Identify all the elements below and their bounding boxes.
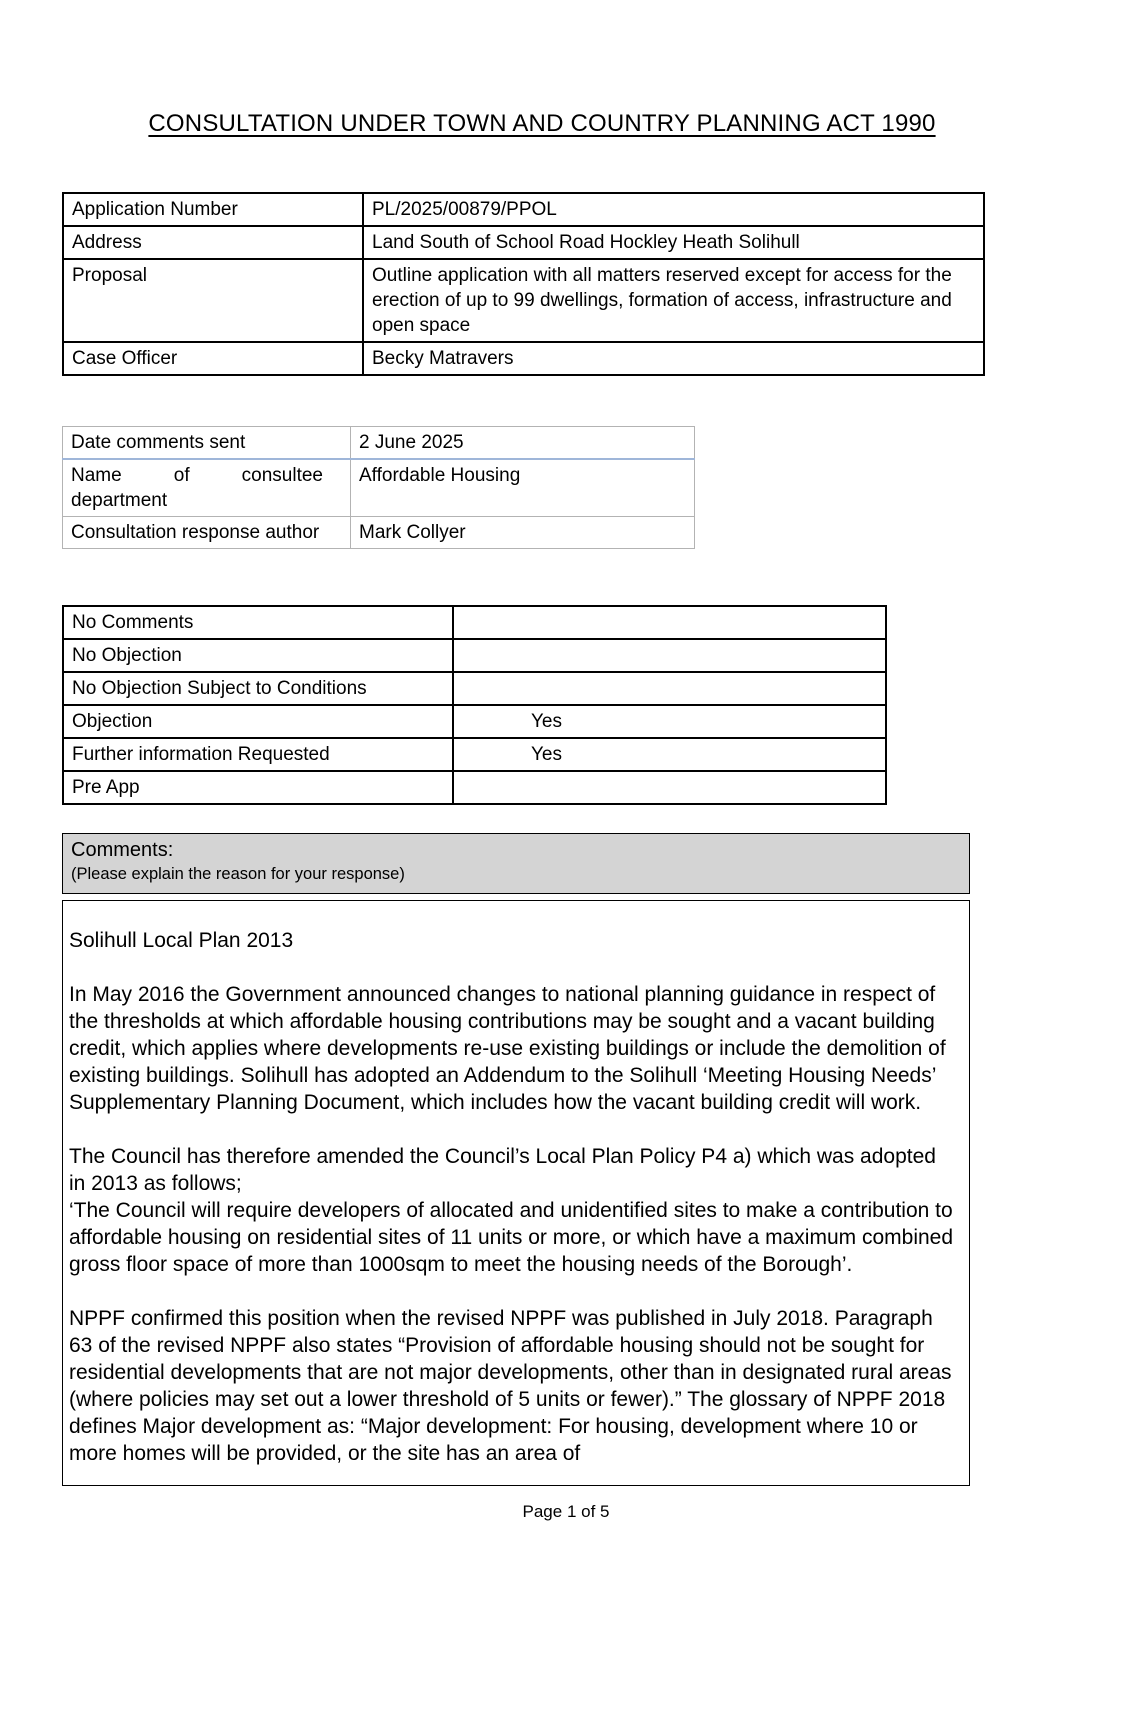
pre-app-value xyxy=(453,771,886,804)
comments-paragraph: In May 2016 the Government announced changes to national planning guidance in respect of the thresholds at which affordable housing contributions may be sought and a vacant building credit, which applies where developments re-use existing buildings or include the demolition of existing buildings. Solihull has adopted an Addendum to the Solihull ‘Meeting Housing Needs’ Supplementary Planning Document, which includes how the vacant building credit will work. xyxy=(69,983,946,1114)
no-objection-label: No Objection xyxy=(63,639,453,672)
date-comments-sent-value: 2 June 2025 xyxy=(351,427,695,460)
comments-heading: Solihull Local Plan 2013 xyxy=(69,929,294,952)
table-row xyxy=(63,226,984,259)
table-row xyxy=(63,705,886,738)
objection-value: Yes xyxy=(453,705,886,738)
comments-header xyxy=(62,833,970,894)
table-row xyxy=(63,639,886,672)
table-row xyxy=(63,771,886,804)
no-objection-value xyxy=(453,639,886,672)
application-details-table xyxy=(62,192,985,376)
address-label: Address xyxy=(63,226,363,259)
application-number-label: Application Number xyxy=(63,193,363,226)
page-number: Page 1 of 5 xyxy=(522,1502,610,1521)
response-author-value: Mark Collyer xyxy=(351,517,695,549)
consultee-department-label: Name of consultee department xyxy=(71,465,323,511)
comments-paragraph: ‘The Council will require developers of allocated and unidentified sites to make a contribution to affordable housing on residential sites of 11 units or more, or which have a maximum combined gross floor space of more than 1000sqm to meet the housing needs of the Borough’. xyxy=(69,1199,954,1276)
proposal-label: Proposal xyxy=(63,259,363,342)
no-comments-value xyxy=(453,606,886,639)
date-comments-sent-label: Date comments sent xyxy=(63,427,351,460)
consultee-department-value: Affordable Housing xyxy=(351,459,695,517)
response-author-label: Consultation response author xyxy=(71,522,320,543)
case-officer-value: Becky Matravers xyxy=(363,342,984,375)
table-row xyxy=(63,672,886,705)
comments-header-title: Comments: xyxy=(71,839,174,861)
comments-paragraph: The Council has therefore amended the Council’s Local Plan Policy P4 a) which was adopted in 2013 as follows; xyxy=(69,1145,936,1195)
further-information-requested-value: Yes xyxy=(453,738,886,771)
comments-header-instruction: (Please explain the reason for your response) xyxy=(71,865,405,883)
no-objection-subject-to-conditions-value xyxy=(453,672,886,705)
table-row xyxy=(63,459,695,517)
comments-body xyxy=(62,900,970,1486)
table-row xyxy=(63,342,984,375)
objection-label: Objection xyxy=(63,705,453,738)
table-row xyxy=(63,427,695,460)
page-title: CONSULTATION UNDER TOWN AND COUNTRY PLANNING ACT 1990 xyxy=(148,110,936,137)
table-row xyxy=(63,738,886,771)
further-information-requested-label: Further information Requested xyxy=(63,738,453,771)
response-options-table xyxy=(62,605,887,805)
no-comments-label: No Comments xyxy=(63,606,453,639)
application-number-value: PL/2025/00879/PPOL xyxy=(363,193,984,226)
table-row xyxy=(63,193,984,226)
document-page xyxy=(0,110,1132,1522)
table-row xyxy=(63,259,984,342)
table-row xyxy=(63,606,886,639)
pre-app-label: Pre App xyxy=(63,771,453,804)
address-value: Land South of School Road Hockley Heath Solihull xyxy=(363,226,984,259)
proposal-value: Outline application with all matters reserved except for access for the erection of up to 99 dwellings, formation of access, infrastructure and open space xyxy=(363,259,984,342)
case-officer-label: Case Officer xyxy=(63,342,363,375)
comments-paragraph: NPPF confirmed this position when the revised NPPF was published in July 2018. Paragraph 63 of the revised NPPF also states “Provision of affordable housing should not be sought for residential developments that are not major developments, other than in designated rural areas (where policies may set out a lower threshold of 5 units or fewer).” The glossary of NPPF 2018 defines Major development as: “Major development: For housing, development where 10 or more homes will be provided, or the site has an area of xyxy=(69,1307,952,1465)
consultation-details-table xyxy=(62,426,695,549)
table-row xyxy=(63,517,695,549)
no-objection-subject-to-conditions-label: No Objection Subject to Conditions xyxy=(72,678,367,699)
